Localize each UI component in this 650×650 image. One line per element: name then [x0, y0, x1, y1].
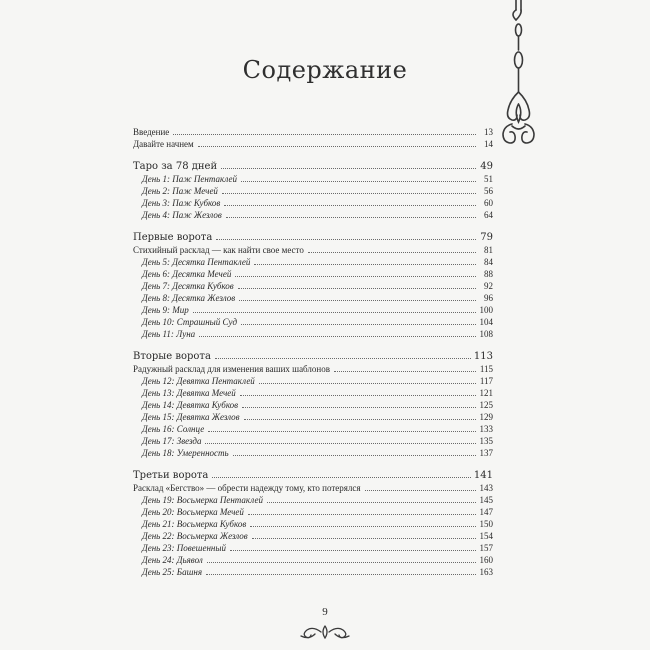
toc-chapter-row	[133, 554, 493, 566]
toc-chapter-row	[133, 304, 493, 316]
toc-entry-title: Стихийный расклад — как найти свое место	[133, 245, 304, 255]
toc-entry-title: День 3: Паж Кубков	[142, 198, 221, 208]
dot-leader	[173, 133, 476, 135]
toc-page-number: 96	[484, 293, 493, 303]
dot-leader	[221, 167, 476, 169]
toc-page-number: 88	[484, 269, 493, 279]
toc-row	[133, 363, 493, 375]
dot-leader	[198, 145, 476, 147]
dot-leader	[308, 251, 476, 253]
toc-entry-title: День 5: Десятка Пентаклей	[142, 257, 251, 267]
toc-page-number: 121	[479, 388, 493, 398]
toc-entry-title: День 24: Дьявол	[142, 555, 203, 565]
dot-leader	[248, 513, 476, 515]
toc-chapter-row	[133, 518, 493, 530]
dot-leader	[241, 180, 476, 182]
swirl-ornament-icon	[490, 0, 570, 170]
toc-page-number: 135	[479, 436, 493, 446]
toc-page-number: 92	[484, 281, 493, 291]
dot-leader	[193, 311, 476, 313]
toc-page-number: 51	[484, 174, 493, 184]
toc-entry-title: День 6: Десятка Мечей	[142, 269, 232, 279]
dot-leader	[252, 537, 476, 539]
toc-page-number: 56	[484, 186, 493, 196]
toc-chapter-row	[133, 197, 493, 209]
toc-entry-title: День 13: Девятка Мечей	[142, 388, 236, 398]
toc-entry-title: Введение	[133, 127, 170, 137]
toc-section-row	[133, 350, 493, 363]
toc-page-number: 125	[479, 400, 493, 410]
dot-leader	[235, 275, 476, 277]
toc-page-number: 145	[479, 495, 493, 505]
toc-chapter-row	[133, 530, 493, 542]
toc-chapter-row	[133, 435, 493, 447]
table-of-contents	[133, 126, 493, 578]
dot-leader	[206, 573, 476, 575]
section-gap	[133, 150, 493, 160]
toc-entry-title: День 9: Мир	[142, 305, 189, 315]
toc-entry-title: День 19: Восьмерка Пентаклей	[142, 495, 263, 505]
toc-entry-title: Расклад «Бегство» — обрести надежду тому, кто потерялся	[133, 483, 361, 493]
toc-entry-title: День 1: Паж Пентаклей	[142, 174, 238, 184]
toc-page-number: 115	[479, 364, 493, 374]
toc-page-number: 64	[484, 210, 493, 220]
toc-entry-title: День 22: Восьмерка Жезлов	[142, 531, 248, 541]
toc-page-number: 13	[484, 127, 493, 137]
page-title: Содержание	[242, 56, 408, 84]
toc-page-number: 143	[479, 483, 493, 493]
toc-chapter-row	[133, 399, 493, 411]
toc-chapter-row	[133, 447, 493, 459]
dot-leader	[216, 238, 476, 240]
dot-leader	[244, 418, 476, 420]
dot-leader	[254, 263, 476, 265]
section-gap	[133, 340, 493, 350]
dot-leader	[267, 501, 476, 503]
toc-chapter-row	[133, 542, 493, 554]
toc-row	[133, 244, 493, 256]
toc-entry-title: День 8: Десятка Жезлов	[142, 293, 236, 303]
toc-chapter-row	[133, 268, 493, 280]
toc-page-number: 160	[479, 555, 493, 565]
toc-chapter-row	[133, 387, 493, 399]
dot-leader	[242, 406, 476, 408]
toc-entry-title: Давайте начнем	[133, 139, 194, 149]
toc-page-number: 163	[479, 567, 493, 577]
toc-page-number: 14	[484, 139, 493, 149]
dot-leader	[239, 299, 476, 301]
toc-entry-title: День 21: Восьмерка Кубков	[142, 519, 247, 529]
toc-chapter-row	[133, 328, 493, 340]
dot-leader	[199, 335, 476, 337]
toc-chapter-row	[133, 292, 493, 304]
toc-page-number: 108	[479, 329, 493, 339]
toc-page-number: 117	[479, 376, 493, 386]
toc-chapter-row	[133, 375, 493, 387]
toc-page-number: 157	[479, 543, 493, 553]
toc-chapter-row	[133, 423, 493, 435]
toc-chapter-row	[133, 256, 493, 268]
toc-entry-title: День 15: Девятка Жезлов	[142, 412, 240, 422]
toc-chapter-row	[133, 185, 493, 197]
dot-leader	[238, 287, 476, 289]
toc-entry-title: День 20: Восьмерка Мечей	[142, 507, 244, 517]
swirl-ornament-icon	[285, 622, 365, 642]
toc-chapter-row	[133, 411, 493, 423]
page-number: 9	[322, 606, 328, 618]
dot-leader	[230, 549, 476, 551]
toc-entry-title: День 23: Повешенный	[142, 543, 226, 553]
toc-entry-title: День 4: Паж Жезлов	[142, 210, 222, 220]
toc-chapter-row	[133, 280, 493, 292]
dot-leader	[212, 476, 471, 478]
toc-page-number: 113	[473, 351, 493, 362]
dot-leader	[233, 454, 476, 456]
toc-page-number: 84	[484, 257, 493, 267]
toc-page-number: 81	[484, 245, 493, 255]
dot-leader	[250, 525, 476, 527]
toc-page-number: 49	[480, 161, 493, 172]
toc-entry-title: День 16: Солнце	[142, 424, 205, 434]
toc-entry-title: День 17: Звезда	[142, 436, 202, 446]
dot-leader	[365, 489, 476, 491]
toc-entry-title: День 2: Паж Мечей	[142, 186, 218, 196]
toc-page-number: 150	[479, 519, 493, 529]
toc-entry-title: День 11: Луна	[142, 329, 196, 339]
toc-entry-title: Первые ворота	[133, 232, 213, 243]
toc-section-row	[133, 231, 493, 244]
toc-page-number: 147	[479, 507, 493, 517]
toc-chapter-row	[133, 209, 493, 221]
dot-leader	[226, 216, 476, 218]
toc-entry-title: Вторые ворота	[133, 351, 211, 362]
dot-leader	[205, 442, 476, 444]
toc-row	[133, 482, 493, 494]
section-gap	[133, 459, 493, 469]
toc-entry-title: День 12: Девятка Пентаклей	[142, 376, 255, 386]
dot-leader	[215, 357, 471, 359]
toc-page-number: 104	[479, 317, 493, 327]
toc-chapter-row	[133, 316, 493, 328]
toc-entry-title: День 7: Десятка Кубков	[142, 281, 234, 291]
dot-leader	[334, 370, 476, 372]
toc-entry-title: Таро за 78 дней	[133, 161, 218, 172]
toc-chapter-row	[133, 506, 493, 518]
toc-page-number: 141	[473, 470, 493, 481]
toc-chapter-row	[133, 173, 493, 185]
toc-entry-title: Радужный расклад для изменения ваших шаблонов	[133, 364, 330, 374]
dot-leader	[259, 382, 476, 384]
toc-entry-title: Третьи ворота	[133, 470, 209, 481]
toc-page-number: 100	[479, 305, 493, 315]
toc-entry-title: День 14: Девятка Кубков	[142, 400, 239, 410]
dot-leader	[207, 561, 476, 563]
toc-page-number: 137	[479, 448, 493, 458]
toc-entry-title: День 18: Умеренность	[142, 448, 229, 458]
toc-row	[133, 138, 493, 150]
toc-page-number: 129	[479, 412, 493, 422]
dot-leader	[222, 192, 476, 194]
toc-section-row	[133, 469, 493, 482]
toc-page-number: 60	[484, 198, 493, 208]
toc-page-number: 133	[479, 424, 493, 434]
toc-chapter-row	[133, 566, 493, 578]
toc-entry-title: День 25: Башня	[142, 567, 203, 577]
toc-page-number: 79	[480, 232, 493, 243]
toc-page-number: 154	[479, 531, 493, 541]
toc-row	[133, 126, 493, 138]
toc-chapter-row	[133, 494, 493, 506]
toc-section-row	[133, 160, 493, 173]
section-gap	[133, 221, 493, 231]
dot-leader	[208, 430, 476, 432]
toc-entry-title: День 10: Страшный Суд	[142, 317, 238, 327]
dot-leader	[224, 204, 476, 206]
dot-leader	[241, 323, 476, 325]
dot-leader	[240, 394, 476, 396]
